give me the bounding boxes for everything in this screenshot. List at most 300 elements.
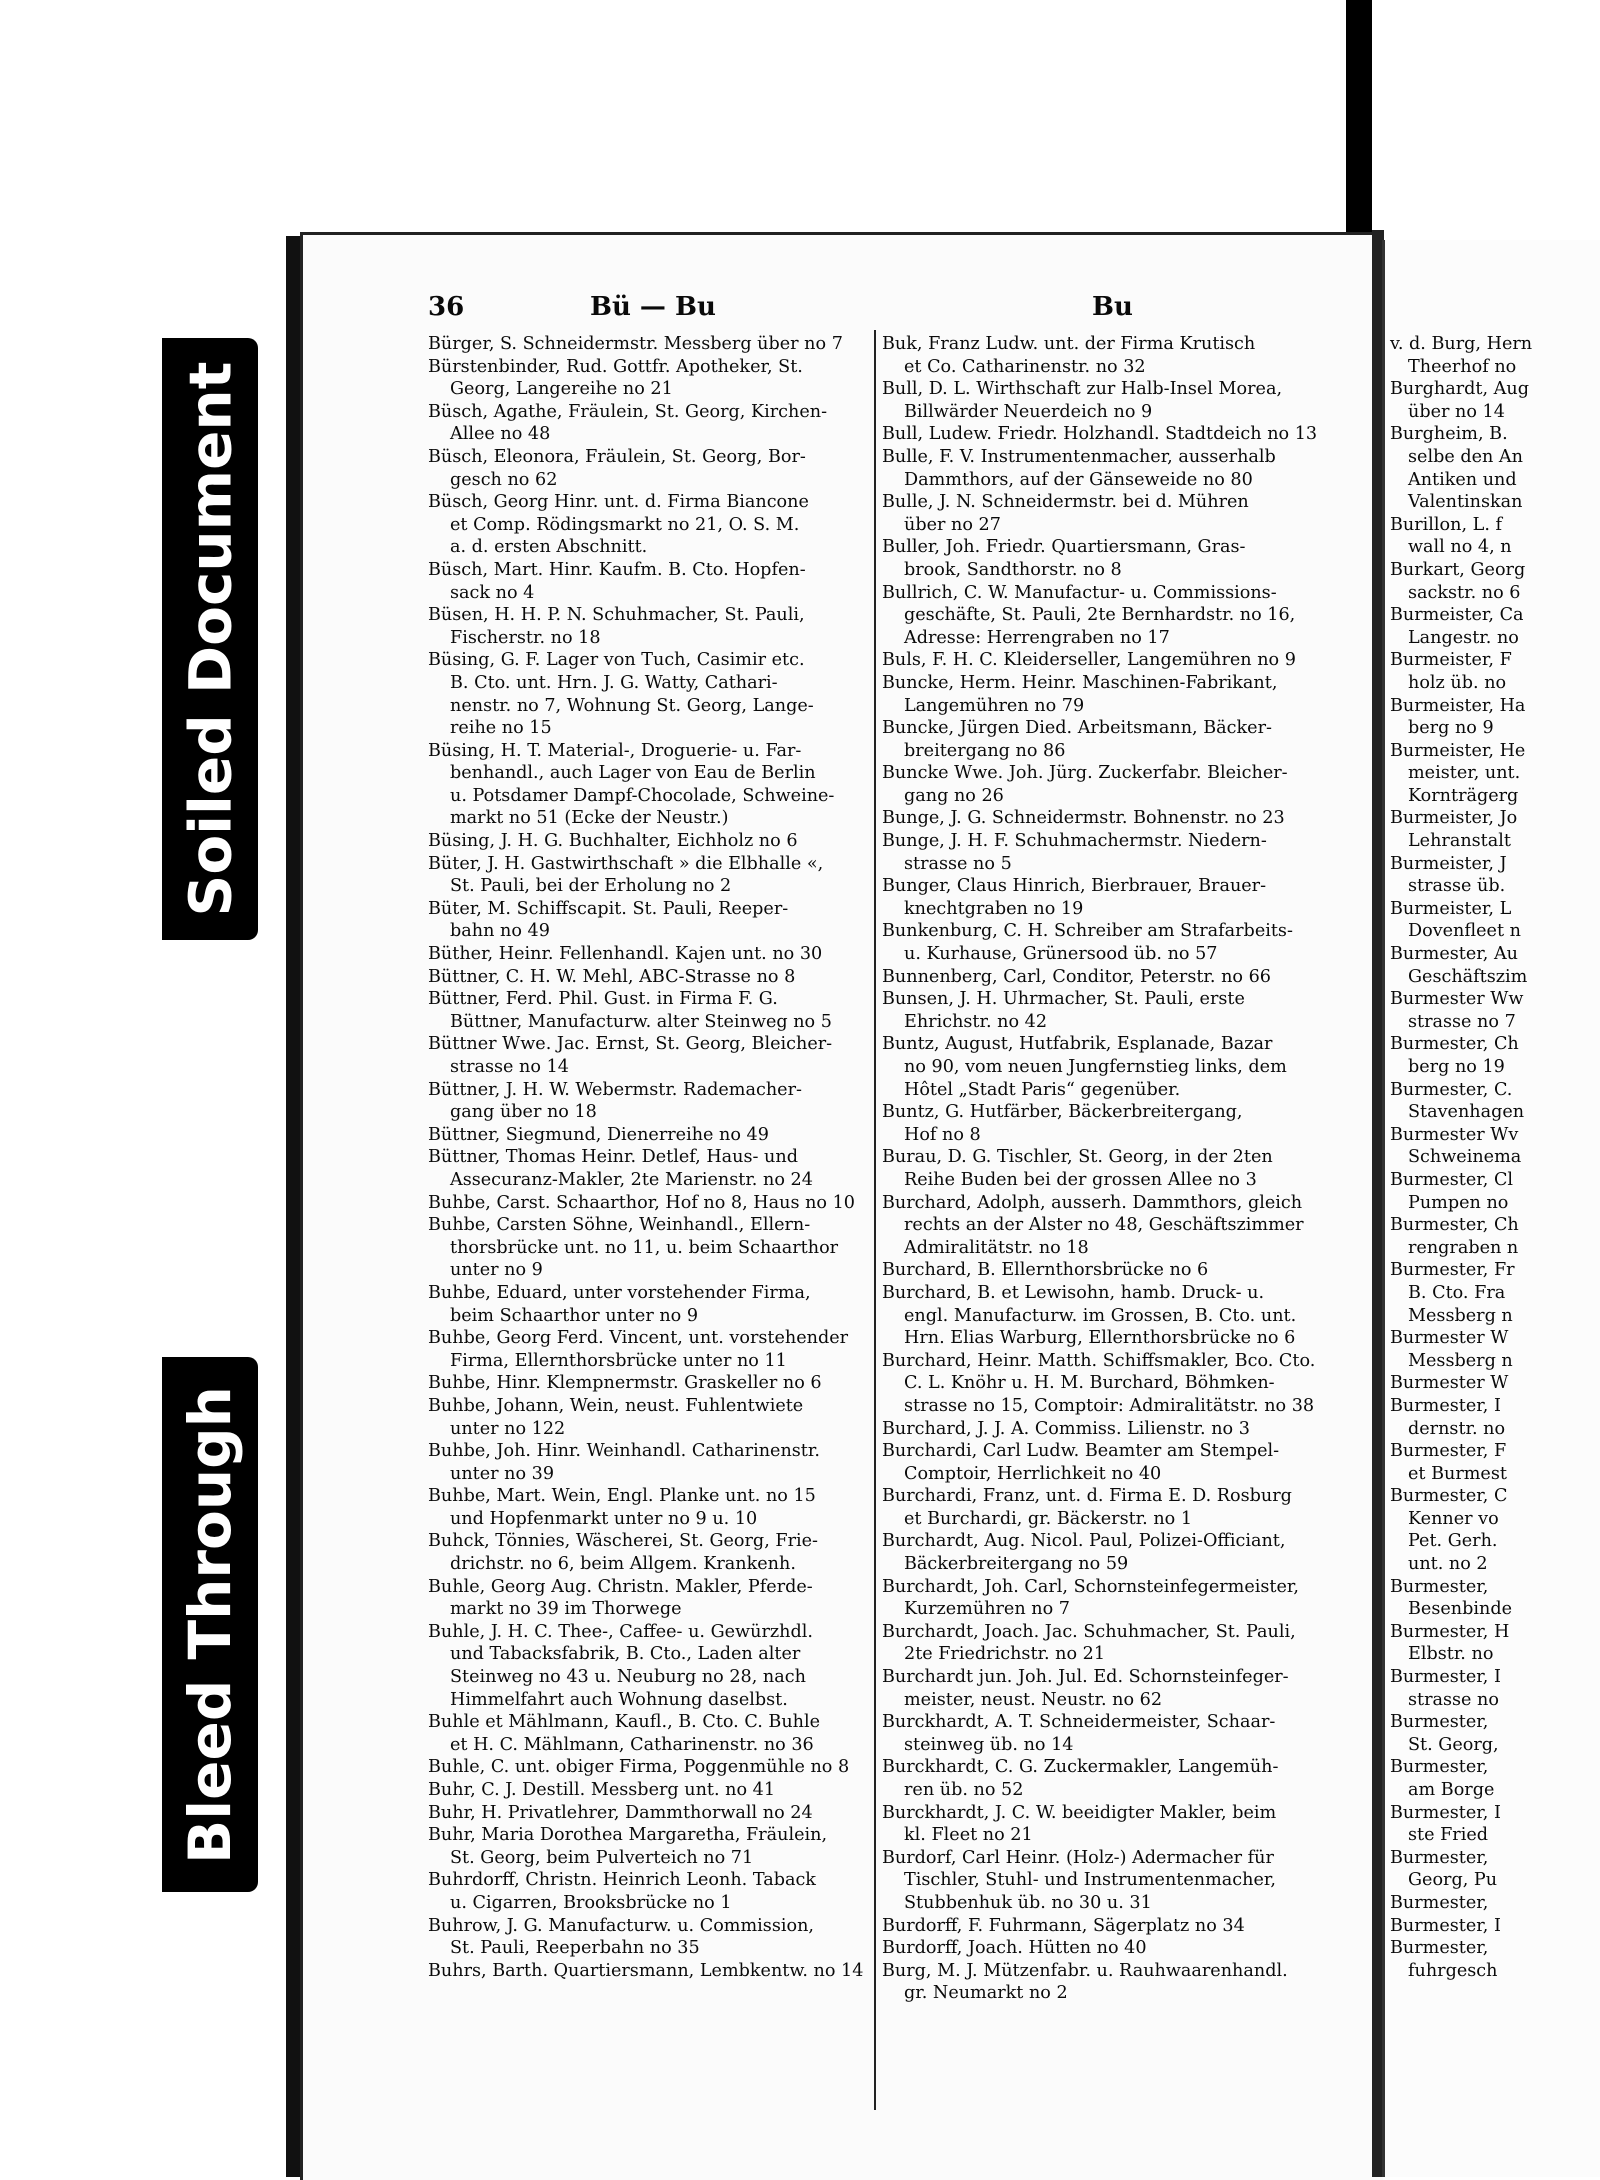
next-page-line: Burmester, Ch (1390, 1215, 1519, 1236)
entry-continuation-line: Dammthors, auf der Gänseweide no 80 (904, 469, 1253, 490)
entry-continuation-line: drichstr. no 6, beim Allgem. Krankenh. (450, 1554, 796, 1575)
entry-continuation-line: rechts an der Alster no 48, Geschäftszimmer (904, 1215, 1304, 1236)
entry-continuation-line: ren üb. no 52 (904, 1780, 1024, 1800)
entry-name-line: Bunge, J. G. Schneidermstr. Bohnenstr. no 23 (882, 808, 1285, 829)
directory-entry (428, 1711, 874, 1756)
entry-name-line: Bürger, S. Schneidermstr. Messberg über no 7 (428, 334, 843, 354)
entry-continuation-line: u. Cigarren, Brooksbrücke no 1 (450, 1892, 732, 1913)
entry-name-line: Büttner, Thomas Heinr. Detlef, Haus- und (428, 1147, 798, 1168)
entry-name-line: Buntz, August, Hutfabrik, Esplanade, Bazar (882, 1034, 1273, 1055)
directory-entry (428, 740, 874, 830)
entry-continuation-line: markt no 39 im Thorwege (450, 1599, 682, 1620)
directory-entry (428, 966, 874, 989)
directory-entry (428, 491, 874, 559)
next-page-line: Schweinema (1408, 1147, 1522, 1168)
directory-entry (882, 672, 1342, 717)
next-page-line: Burmester, (1390, 1576, 1489, 1597)
entry-name-line: Burchardt jun. Joh. Jul. Ed. Schornsteinfeger- (882, 1667, 1289, 1688)
entry-continuation-line: Büttner, Manufacturw. alter Steinweg no 5 (450, 1011, 832, 1032)
next-page-line: Burmester, (1390, 1938, 1489, 1959)
directory-entry (428, 853, 874, 898)
entry-name-line: Burckhardt, J. C. W. beeidigter Makler, beim (882, 1802, 1277, 1823)
entry-continuation-line: a. d. ersten Abschnitt. (450, 537, 648, 558)
next-page-line: am Borge (1408, 1780, 1495, 1800)
entry-name-line: Buls, F. H. C. Kleiderseller, Langemühren no 9 (882, 650, 1296, 671)
entry-name-line: Burckhardt, A. T. Schneidermeister, Schaar- (882, 1712, 1276, 1733)
entry-name-line: Buhle, C. unt. obiger Firma, Poggenmühle no 8 (428, 1757, 850, 1778)
directory-entry (882, 582, 1342, 650)
next-page-line: Burmester, F (1390, 1441, 1507, 1462)
entry-name-line: Buncke Wwe. Joh. Jürg. Zuckerfabr. Bleicher- (882, 763, 1288, 784)
next-page-line: Burgheim, B. (1390, 424, 1508, 445)
next-page-line: Burmester Wv (1390, 1124, 1519, 1145)
directory-entry (428, 1915, 874, 1960)
entry-name-line: Burchardi, Franz, unt. d. Firma E. D. Rosburg (882, 1486, 1292, 1507)
entry-name-line: Büter, M. Schiffscapit. St. Pauli, Reeper- (428, 898, 789, 919)
next-page-line: Burmester W (1390, 1373, 1509, 1394)
entry-name-line: Büttner, J. H. W. Webermstr. Rademacher- (428, 1079, 802, 1100)
next-page-line: fuhrgesch (1408, 1960, 1498, 1981)
directory-entry (882, 1282, 1342, 1350)
entry-continuation-line: Ehrichstr. no 42 (904, 1011, 1048, 1032)
entry-name-line: Bunsen, J. H. Uhrmacher, St. Pauli, erste (882, 989, 1245, 1010)
directory-entry (428, 1824, 874, 1869)
directory-entry (428, 1485, 874, 1530)
entry-continuation-line: Himmelfahrt auch Wohnung daselbst. (450, 1689, 788, 1710)
entry-continuation-line: unter no 122 (450, 1418, 566, 1439)
next-page-line: Burmester, I (1390, 1915, 1501, 1936)
directory-entry (882, 1621, 1342, 1666)
next-page-line: Burmester, (1390, 1712, 1489, 1733)
next-page-line: Pet. Gerh. (1408, 1531, 1498, 1552)
entry-continuation-line: gang no 26 (904, 785, 1004, 806)
directory-entry (882, 1847, 1342, 1915)
entry-continuation-line: engl. Manufacturw. im Grossen, B. Cto. unt. (904, 1305, 1297, 1326)
entry-continuation-line: Adresse: Herrengraben no 17 (904, 627, 1170, 648)
entry-name-line: Burchardt, Joh. Carl, Schornsteinfegermeister, (882, 1576, 1299, 1597)
page-header-right: Bu (1092, 292, 1133, 322)
entry-continuation-line: Georg, Langereihe no 21 (450, 379, 673, 400)
entry-continuation-line: reihe no 15 (450, 718, 552, 739)
directory-entry (428, 1192, 874, 1215)
next-page-line: rengraben n (1408, 1237, 1519, 1258)
entry-name-line: Buhr, C. J. Destill. Messberg unt. no 41 (428, 1780, 776, 1800)
directory-entry (882, 1756, 1342, 1801)
entry-continuation-line: Reihe Buden bei der grossen Allee no 3 (904, 1169, 1257, 1190)
entry-continuation-line: St. Georg, beim Pulverteich no 71 (450, 1847, 754, 1868)
next-page-line: Pumpen no (1408, 1192, 1509, 1213)
next-page-line: dernstr. no (1408, 1418, 1506, 1439)
next-page-line: Burmester, I (1390, 1395, 1501, 1416)
entry-name-line: Bunger, Claus Hinrich, Bierbrauer, Brauer- (882, 876, 1267, 897)
entry-continuation-line: Hof no 8 (904, 1124, 981, 1145)
entry-name-line: Buntz, G. Hutfärber, Bäckerbreitergang, (882, 1102, 1243, 1123)
entry-continuation-line: geschäfte, St. Pauli, 2te Bernhardstr. no 16, (904, 605, 1296, 626)
directory-entry (882, 1192, 1342, 1260)
directory-entry (882, 762, 1342, 807)
entry-continuation-line: Comptoir, Herrlichkeit no 40 (904, 1463, 1162, 1484)
entry-name-line: Burckhardt, C. G. Zuckermakler, Langemüh- (882, 1757, 1279, 1778)
next-page-line: Kornträgerg (1408, 785, 1519, 806)
directory-entry (428, 559, 874, 604)
entry-continuation-line: und Hopfenmarkt unter no 9 u. 10 (450, 1508, 758, 1529)
entry-name-line: Büther, Heinr. Fellenhandl. Kajen unt. no 30 (428, 944, 823, 965)
entry-name-line: Büttner, Siegmund, Dienerreihe no 49 (428, 1124, 769, 1145)
entry-name-line: Burchard, B. Ellernthorsbrücke no 6 (882, 1260, 1209, 1281)
directory-entry (428, 1033, 874, 1078)
entry-name-line: Büsing, H. T. Material-, Droguerie- u. Far- (428, 740, 802, 761)
entry-continuation-line: Hôtel „Stadt Paris“ gegenüber. (904, 1079, 1181, 1100)
directory-entry (882, 1666, 1342, 1711)
next-page-line: St. Georg, (1408, 1734, 1499, 1755)
entry-name-line: Büsch, Agathe, Fräulein, St. Georg, Kirchen- (428, 401, 828, 422)
entry-continuation-line: et Burchardi, gr. Bäckerstr. no 1 (904, 1508, 1193, 1529)
entry-name-line: Buncke, Herm. Heinr. Maschinen-Fabrikant, (882, 672, 1278, 693)
next-page-line: Burmester, C (1390, 1486, 1508, 1507)
entry-name-line: Buhbe, Joh. Hinr. Weinhandl. Catharinenstr. (428, 1441, 820, 1462)
entry-name-line: Burchard, Adolph, ausserh. Dammthors, gleich (882, 1192, 1303, 1213)
entry-name-line: Buhbe, Georg Ferd. Vincent, unt. vorstehender (428, 1328, 849, 1349)
entry-name-line: Burdorf, Carl Heinr. (Holz-) Adermacher für (882, 1847, 1274, 1868)
directory-entry (428, 333, 874, 356)
next-page-line: Burmester, I (1390, 1667, 1501, 1688)
entry-name-line: Bullrich, C. W. Manufactur- u. Commissions- (882, 582, 1277, 603)
next-page-line: Besenbinde (1408, 1599, 1513, 1620)
entry-name-line: Buhrow, J. G. Manufacturw. u. Commission, (428, 1915, 814, 1936)
entry-name-line: Bulle, J. N. Schneidermstr. bei d. Mühren (882, 492, 1249, 513)
entry-continuation-line: et H. C. Mählmann, Catharinenstr. no 36 (450, 1734, 814, 1755)
entry-continuation-line: et Co. Catharinenstr. no 32 (904, 356, 1146, 377)
next-page-line: Stavenhagen (1408, 1102, 1525, 1123)
next-page-line: berg no 9 (1408, 718, 1494, 739)
next-page-line: et Burmest (1408, 1463, 1507, 1484)
entry-name-line: Burchard, B. et Lewisohn, hamb. Druck- u. (882, 1282, 1265, 1303)
right-column (882, 333, 1342, 2005)
entry-continuation-line: u. Kurhause, Grünersood üb. no 57 (904, 944, 1218, 965)
entry-continuation-line: B. Cto. unt. Hrn. J. G. Watty, Cathari- (450, 672, 778, 693)
entry-name-line: Büttner, Ferd. Phil. Gust. in Firma F. G. (428, 989, 778, 1010)
entry-name-line: Buhbe, Carsten Söhne, Weinhandl., Ellern- (428, 1215, 811, 1236)
entry-continuation-line: markt no 51 (Ecke der Neustr.) (450, 808, 729, 829)
directory-entry (428, 1440, 874, 1485)
entry-continuation-line: strasse no 14 (450, 1057, 569, 1077)
directory-entry (428, 446, 874, 491)
directory-entry (428, 1146, 874, 1191)
next-page-line: Valentinskan (1408, 492, 1523, 513)
directory-entry (428, 1576, 874, 1621)
directory-entry (882, 1418, 1342, 1441)
entry-name-line: Büsing, G. F. Lager von Tuch, Casimir etc. (428, 650, 805, 671)
entry-continuation-line: kl. Fleet no 21 (904, 1825, 1033, 1846)
next-page-line: meister, unt. (1408, 763, 1521, 784)
entry-name-line: Bull, D. L. Wirthschaft zur Halb-Insel Morea, (882, 379, 1283, 400)
page-number: 36 (428, 292, 465, 322)
directory-entry (428, 1960, 874, 1983)
directory-entry (882, 875, 1342, 920)
entry-name-line: Buhbe, Hinr. Klempnermstr. Graskeller no 6 (428, 1373, 822, 1394)
directory-entry (428, 898, 874, 943)
entry-name-line: Burdorff, Joach. Hütten no 40 (882, 1938, 1147, 1959)
directory-entry (882, 1440, 1342, 1485)
entry-continuation-line: u. Potsdamer Dampf-Chocolade, Schweine- (450, 785, 835, 806)
page-header-center: Bü — Bu (590, 292, 716, 322)
directory-entry (428, 1530, 874, 1575)
entry-continuation-line: Allee no 48 (450, 424, 551, 445)
directory-entry (882, 1711, 1342, 1756)
next-page-line: Burmeister, He (1390, 740, 1526, 761)
next-page-line: Burmester, H (1390, 1621, 1510, 1642)
entry-continuation-line: Bäckerbreitergang no 59 (904, 1554, 1129, 1575)
entry-name-line: Burchardt, Joach. Jac. Schuhmacher, St. Pauli, (882, 1621, 1296, 1642)
entry-continuation-line: unter no 9 (450, 1260, 543, 1281)
entry-name-line: Buhrs, Barth. Quartiersmann, Lembkentw. no 14 (428, 1960, 864, 1981)
next-page-line: Burmester, Fr (1390, 1260, 1515, 1281)
next-page-line: Burghardt, Aug (1390, 379, 1529, 400)
directory-entry (428, 1214, 874, 1282)
next-page-line: Burmeister, J (1390, 853, 1507, 874)
next-page-line: strasse no (1408, 1689, 1499, 1710)
left-column (428, 333, 874, 1982)
directory-entry (882, 491, 1342, 536)
directory-entry (428, 1802, 874, 1825)
entry-continuation-line: gang über no 18 (450, 1102, 597, 1123)
entry-continuation-line: brook, Sandthorstr. no 8 (904, 559, 1122, 580)
next-page-line: Burmester, Au (1390, 944, 1518, 965)
next-page-line: berg no 19 (1408, 1057, 1505, 1077)
entry-continuation-line: thorsbrücke unt. no 11, u. beim Schaarthor (450, 1237, 839, 1258)
next-page-line: ste Fried (1408, 1825, 1489, 1846)
directory-entry (428, 1282, 874, 1327)
entry-continuation-line: Langemühren no 79 (904, 695, 1085, 716)
directory-entry (882, 988, 1342, 1033)
next-page-line: Burillon, L. f (1390, 514, 1503, 535)
next-page-line: Elbstr. no (1408, 1644, 1494, 1665)
directory-entry (428, 1079, 874, 1124)
directory-entry (428, 830, 874, 853)
entry-name-line: Büsch, Georg Hinr. unt. d. Firma Biancone (428, 492, 809, 513)
next-page-line: sackstr. no 6 (1408, 582, 1521, 603)
entry-name-line: Buller, Joh. Friedr. Quartiersmann, Gras- (882, 537, 1246, 558)
next-page-line: Burmester W (1390, 1328, 1509, 1349)
entry-name-line: Burg, M. J. Mützenfabr. u. Rauhwaarenhandl. (882, 1960, 1288, 1981)
directory-entry (882, 446, 1342, 491)
next-page-line: Burmester, I (1390, 1802, 1501, 1823)
entry-continuation-line: Tischler, Stuhl- und Instrumentenmacher, (904, 1870, 1276, 1891)
directory-entry (882, 333, 1342, 378)
entry-continuation-line: St. Pauli, bei der Erholung no 2 (450, 876, 732, 897)
entry-continuation-line: C. L. Knöhr u. H. M. Burchard, Böhmken- (904, 1373, 1275, 1394)
directory-entry (882, 920, 1342, 965)
entry-name-line: Büsch, Mart. Hinr. Kaufm. B. Cto. Hopfen- (428, 559, 806, 580)
entry-name-line: Burdorff, F. Fuhrmann, Sägerplatz no 34 (882, 1915, 1245, 1936)
entry-name-line: Burau, D. G. Tischler, St. Georg, in der 2ten (882, 1147, 1273, 1168)
entry-continuation-line: Admiralitätstr. no 18 (904, 1237, 1089, 1258)
next-page-line: Messberg n (1408, 1305, 1513, 1326)
entry-continuation-line: Billwärder Neuerdeich no 9 (904, 401, 1153, 422)
directory-entry (882, 536, 1342, 581)
entry-name-line: Buhbe, Carst. Schaarthor, Hof no 8, Haus no 10 (428, 1192, 855, 1213)
directory-entry (882, 1146, 1342, 1191)
column-divider (874, 330, 876, 2110)
next-page-line: Burmeister, F (1390, 650, 1512, 671)
next-page-line: über no 14 (1408, 401, 1505, 422)
directory-entry (428, 1869, 874, 1914)
next-page-line: Burmester, (1390, 1757, 1489, 1778)
entry-name-line: Bürstenbinder, Rud. Gottfr. Apotheker, St. (428, 356, 803, 377)
directory-entry (428, 1124, 874, 1147)
next-page-line: wall no 4, n (1408, 537, 1512, 558)
directory-entry (882, 830, 1342, 875)
directory-entry (428, 988, 874, 1033)
entry-name-line: Büsch, Eleonora, Fräulein, St. Georg, Bor- (428, 446, 806, 467)
next-page-line: Burmester, Cl (1390, 1169, 1514, 1190)
next-page-line: Burmester, Ch (1390, 1034, 1519, 1055)
directory-entry (428, 356, 874, 401)
entry-name-line: Büttner, C. H. W. Mehl, ABC-Strasse no 8 (428, 966, 796, 987)
entry-name-line: Buk, Franz Ludw. unt. der Firma Krutisch (882, 334, 1256, 354)
next-page-line: Burkart, Georg (1390, 559, 1526, 580)
entry-continuation-line: Kurzemühren no 7 (904, 1599, 1070, 1620)
entry-name-line: Buncke, Jürgen Died. Arbeitsmann, Bäcker- (882, 718, 1272, 739)
next-page-line: Burmeister, Jo (1390, 808, 1518, 829)
directory-entry (882, 1033, 1342, 1101)
directory-entry (428, 1756, 874, 1779)
directory-entry (882, 1960, 1342, 2005)
next-page-line: Burmester Ww (1390, 989, 1524, 1010)
directory-entry (882, 1350, 1342, 1418)
directory-entry (428, 401, 874, 446)
next-page-line: strasse no 7 (1408, 1011, 1516, 1032)
entry-continuation-line: benhandl., auch Lager von Eau de Berlin (450, 763, 816, 784)
entry-continuation-line: knechtgraben no 19 (904, 898, 1084, 919)
directory-entry (428, 1621, 874, 1711)
entry-name-line: Bulle, F. V. Instrumentenmacher, ausserhalb (882, 446, 1276, 467)
next-page-line: Messberg n (1408, 1350, 1513, 1371)
directory-entry (428, 1395, 874, 1440)
directory-entry (882, 1576, 1342, 1621)
next-page-line: Georg, Pu (1408, 1870, 1498, 1891)
next-page-line: Burmeister, L (1390, 898, 1512, 919)
entry-continuation-line: Firma, Ellernthorsbrücke unter no 11 (450, 1350, 787, 1371)
directory-entry (882, 1101, 1342, 1146)
entry-name-line: Buhbe, Eduard, unter vorstehender Firma, (428, 1282, 811, 1303)
entry-name-line: Bunnenberg, Carl, Conditor, Peterstr. no 66 (882, 966, 1271, 987)
entry-continuation-line: strasse no 15, Comptoir: Admiralitätstr. no 38 (904, 1395, 1315, 1416)
entry-name-line: Burchardi, Carl Ludw. Beamter am Stempel- (882, 1441, 1280, 1462)
entry-continuation-line: unter no 39 (450, 1463, 555, 1484)
entry-name-line: Buhle et Mählmann, Kaufl., B. Cto. C. Buhle (428, 1712, 821, 1733)
directory-entry (882, 966, 1342, 989)
entry-name-line: Burchard, J. J. A. Commiss. Lilienstr. no 3 (882, 1418, 1250, 1439)
entry-name-line: Buhle, J. H. C. Thee-, Caffee- u. Gewürzhdl. (428, 1621, 813, 1642)
next-page-line: Kenner vo (1408, 1508, 1499, 1529)
directory-entry (882, 807, 1342, 830)
entry-continuation-line: strasse no 5 (904, 853, 1012, 874)
entry-name-line: Burchard, Heinr. Matth. Schiffsmakler, Bco. Cto. (882, 1350, 1316, 1371)
entry-name-line: Büttner Wwe. Jac. Ernst, St. Georg, Bleicher- (428, 1034, 833, 1055)
next-page-line: Dovenfleet n (1408, 921, 1521, 942)
next-page-line: unt. no 2 (1408, 1554, 1488, 1575)
entry-continuation-line: breitergang no 86 (904, 740, 1066, 761)
entry-continuation-line: beim Schaarthor unter no 9 (450, 1305, 699, 1326)
binding-edge (1346, 0, 1372, 245)
next-page-column (1390, 333, 1532, 1982)
next-page-line: Burmester, C. (1390, 1079, 1513, 1100)
directory-entry (882, 1530, 1342, 1575)
next-page-line: selbe den An (1408, 446, 1523, 467)
entry-continuation-line: über no 27 (904, 514, 1001, 535)
entry-name-line: Buhr, H. Privatlehrer, Dammthorwall no 24 (428, 1802, 813, 1823)
entry-continuation-line: St. Pauli, Reeperbahn no 35 (450, 1938, 700, 1959)
entry-name-line: Burchardt, Aug. Nicol. Paul, Polizei-Officiant, (882, 1531, 1286, 1552)
directory-entry (428, 1327, 874, 1372)
entry-name-line: Bull, Ludew. Friedr. Holzhandl. Stadtdeich no 13 (882, 424, 1318, 445)
entry-continuation-line: 2te Friedrichstr. no 21 (904, 1644, 1106, 1665)
next-page-line: Burmeister, Ha (1390, 695, 1526, 716)
entry-name-line: Bunge, J. H. F. Schuhmachermstr. Niedern- (882, 831, 1267, 852)
directory-entry (882, 423, 1342, 446)
next-page-line: v. d. Burg, Hern (1390, 334, 1533, 354)
entry-continuation-line: gr. Neumarkt no 2 (904, 1983, 1068, 2004)
entry-continuation-line: Stubbenhuk üb. no 30 u. 31 (904, 1892, 1152, 1913)
next-page-line: Lehranstalt (1408, 831, 1511, 852)
entry-name-line: Büter, J. H. Gastwirthschaft » die Elbhalle «, (428, 853, 824, 874)
entry-continuation-line: bahn no 49 (450, 921, 550, 942)
next-page-line: Theerhof no (1408, 356, 1517, 377)
entry-continuation-line: sack no 4 (450, 582, 535, 603)
directory-entry (428, 649, 874, 739)
entry-name-line: Buhr, Maria Dorothea Margaretha, Fräulein, (428, 1825, 828, 1846)
next-page-line: Geschäftszim (1408, 966, 1528, 987)
directory-entry (428, 1372, 874, 1395)
next-page-line: Burmeister, Ca (1390, 605, 1524, 626)
directory-entry (882, 1485, 1342, 1530)
next-page-line: Burmester, (1390, 1847, 1489, 1868)
entry-continuation-line: meister, neust. Neustr. no 62 (904, 1689, 1163, 1710)
next-page-line: Langestr. no (1408, 627, 1519, 648)
directory-entry (882, 1802, 1342, 1847)
entry-name-line: Buhbe, Johann, Wein, neust. Fuhlentwiete (428, 1395, 804, 1416)
entry-continuation-line: nenstr. no 7, Wohnung St. Georg, Lange- (450, 695, 814, 716)
directory-entry (882, 1937, 1342, 1960)
next-page-line: Antiken und (1408, 469, 1517, 490)
entry-continuation-line: und Tabacksfabrik, B. Cto., Laden alter (450, 1644, 801, 1665)
directory-entry (882, 378, 1342, 423)
soiled-document-label: Soiled Document (176, 361, 245, 917)
entry-name-line: Buhck, Tönnies, Wäscherei, St. Georg, Frie- (428, 1531, 818, 1552)
directory-entry (428, 1779, 874, 1802)
bleed-through-label: Bleed Through (176, 1385, 245, 1864)
entry-name-line: Büsen, H. H. P. N. Schuhmacher, St. Pauli, (428, 605, 805, 626)
entry-name-line: Büsing, J. H. G. Buchhalter, Eichholz no 6 (428, 831, 798, 852)
directory-entry (882, 1915, 1342, 1938)
entry-continuation-line: Steinweg no 43 u. Neuburg no 28, nach (450, 1667, 806, 1688)
directory-entry (882, 649, 1342, 672)
entry-continuation-line: Assecuranz-Makler, 2te Marienstr. no 24 (450, 1169, 813, 1190)
next-page-line: strasse üb. (1408, 876, 1506, 897)
entry-continuation-line: Hrn. Elias Warburg, Ellernthorsbrücke no 6 (904, 1328, 1296, 1349)
entry-name-line: Buhbe, Mart. Wein, Engl. Planke unt. no 15 (428, 1486, 816, 1507)
entry-continuation-line: steinweg üb. no 14 (904, 1734, 1074, 1755)
entry-name-line: Buhle, Georg Aug. Christn. Makler, Pferde- (428, 1576, 813, 1597)
entry-continuation-line: Fischerstr. no 18 (450, 627, 601, 648)
entry-name-line: Buhrdorff, Christn. Heinrich Leonh. Taback (428, 1870, 816, 1891)
directory-entry (882, 717, 1342, 762)
entry-continuation-line: no 90, vom neuen Jungfernstieg links, dem (904, 1057, 1287, 1077)
entry-continuation-line: et Comp. Rödingsmarkt no 21, O. S. M. (450, 514, 800, 535)
next-page-line: holz üb. no (1408, 672, 1507, 693)
directory-entry (428, 604, 874, 649)
